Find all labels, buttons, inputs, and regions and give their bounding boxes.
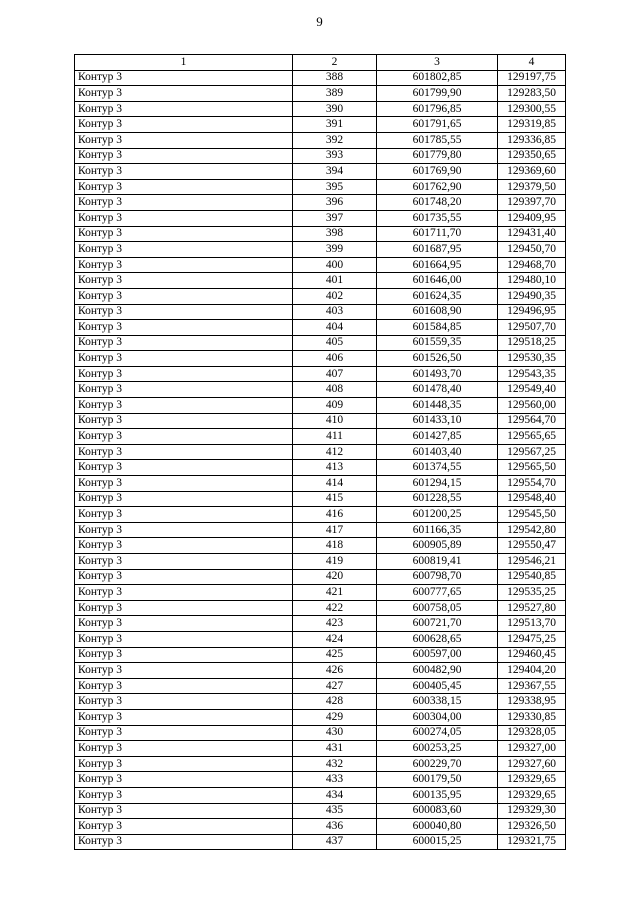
y-coordinate-cell: 129540,85	[498, 569, 566, 585]
point-number-cell: 400	[293, 257, 377, 273]
contour-name-cell: Контур 3	[75, 507, 293, 523]
contour-name-cell: Контур 3	[75, 195, 293, 211]
x-coordinate-cell: 601664,95	[377, 257, 498, 273]
table-row	[75, 288, 566, 304]
point-number-cell: 420	[293, 569, 377, 585]
y-coordinate-cell: 129283,50	[498, 86, 566, 102]
table-row	[75, 772, 566, 788]
contour-name-cell: Контур 3	[75, 444, 293, 460]
table-row	[75, 320, 566, 336]
y-coordinate-cell: 129548,40	[498, 491, 566, 507]
point-number-cell: 425	[293, 647, 377, 663]
y-coordinate-cell: 129468,70	[498, 257, 566, 273]
table-row	[75, 600, 566, 616]
point-number-cell: 429	[293, 709, 377, 725]
table-body	[75, 70, 566, 850]
point-number-cell: 413	[293, 460, 377, 476]
contour-name-cell: Контур 3	[75, 538, 293, 554]
x-coordinate-cell: 601735,55	[377, 210, 498, 226]
table-row	[75, 101, 566, 117]
table-row	[75, 382, 566, 398]
table-row	[75, 725, 566, 741]
contour-name-cell: Контур 3	[75, 148, 293, 164]
table-row	[75, 569, 566, 585]
page-number: 9	[316, 14, 323, 29]
x-coordinate-cell: 601769,90	[377, 164, 498, 180]
table-row	[75, 444, 566, 460]
y-coordinate-cell: 129480,10	[498, 273, 566, 289]
y-coordinate-cell: 129564,70	[498, 413, 566, 429]
x-coordinate-cell: 601200,25	[377, 507, 498, 523]
y-coordinate-cell: 129327,00	[498, 741, 566, 757]
x-coordinate-cell: 600798,70	[377, 569, 498, 585]
contour-name-cell: Контур 3	[75, 772, 293, 788]
y-coordinate-cell: 129560,00	[498, 398, 566, 414]
y-coordinate-cell: 129535,25	[498, 585, 566, 601]
contour-name-cell: Контур 3	[75, 288, 293, 304]
table-row	[75, 226, 566, 242]
y-coordinate-cell: 129329,65	[498, 772, 566, 788]
table-row	[75, 803, 566, 819]
x-coordinate-cell: 600253,25	[377, 741, 498, 757]
contour-name-cell: Контур 3	[75, 70, 293, 86]
y-coordinate-cell: 129460,45	[498, 647, 566, 663]
y-coordinate-cell: 129328,05	[498, 725, 566, 741]
contour-name-cell: Контур 3	[75, 366, 293, 382]
x-coordinate-cell: 600777,65	[377, 585, 498, 601]
table-row	[75, 678, 566, 694]
table-row	[75, 195, 566, 211]
y-coordinate-cell: 129565,65	[498, 429, 566, 445]
y-coordinate-cell: 129431,40	[498, 226, 566, 242]
x-coordinate-cell: 601374,55	[377, 460, 498, 476]
x-coordinate-cell: 601433,10	[377, 413, 498, 429]
y-coordinate-cell: 129338,95	[498, 694, 566, 710]
table-row	[75, 132, 566, 148]
point-number-cell: 433	[293, 772, 377, 788]
table-row	[75, 756, 566, 772]
x-coordinate-cell: 601478,40	[377, 382, 498, 398]
point-number-cell: 394	[293, 164, 377, 180]
table-row	[75, 476, 566, 492]
point-number-cell: 432	[293, 756, 377, 772]
contour-name-cell: Контур 3	[75, 179, 293, 195]
table-row	[75, 148, 566, 164]
x-coordinate-cell: 601228,55	[377, 491, 498, 507]
x-coordinate-cell: 600304,00	[377, 709, 498, 725]
table-row	[75, 709, 566, 725]
table-row	[75, 164, 566, 180]
x-coordinate-cell: 601646,00	[377, 273, 498, 289]
x-coordinate-cell: 600338,15	[377, 694, 498, 710]
x-coordinate-cell: 600179,50	[377, 772, 498, 788]
column-header-2: 2	[293, 55, 377, 71]
contour-name-cell: Контур 3	[75, 569, 293, 585]
table-row	[75, 242, 566, 258]
table-row	[75, 819, 566, 835]
contour-name-cell: Контур 3	[75, 600, 293, 616]
point-number-cell: 423	[293, 616, 377, 632]
y-coordinate-cell: 129518,25	[498, 335, 566, 351]
contour-name-cell: Контур 3	[75, 351, 293, 367]
x-coordinate-cell: 600628,65	[377, 631, 498, 647]
x-coordinate-cell: 600274,05	[377, 725, 498, 741]
contour-name-cell: Контур 3	[75, 491, 293, 507]
column-header-3: 3	[377, 55, 498, 71]
y-coordinate-cell: 129319,85	[498, 117, 566, 133]
contour-name-cell: Контур 3	[75, 741, 293, 757]
point-number-cell: 414	[293, 476, 377, 492]
point-number-cell: 431	[293, 741, 377, 757]
x-coordinate-cell: 600135,95	[377, 787, 498, 803]
table-row	[75, 694, 566, 710]
y-coordinate-cell: 129567,25	[498, 444, 566, 460]
table-row	[75, 413, 566, 429]
x-coordinate-cell: 601711,70	[377, 226, 498, 242]
table-row	[75, 179, 566, 195]
point-number-cell: 402	[293, 288, 377, 304]
contour-name-cell: Контур 3	[75, 787, 293, 803]
y-coordinate-cell: 129496,95	[498, 304, 566, 320]
y-coordinate-cell: 129507,70	[498, 320, 566, 336]
contour-name-cell: Контур 3	[75, 834, 293, 850]
x-coordinate-cell: 601427,85	[377, 429, 498, 445]
contour-name-cell: Контур 3	[75, 678, 293, 694]
x-coordinate-cell: 601584,85	[377, 320, 498, 336]
point-number-cell: 415	[293, 491, 377, 507]
point-number-cell: 396	[293, 195, 377, 211]
x-coordinate-cell: 601796,85	[377, 101, 498, 117]
table-row	[75, 538, 566, 554]
contour-name-cell: Контур 3	[75, 585, 293, 601]
point-number-cell: 405	[293, 335, 377, 351]
x-coordinate-cell: 601791,65	[377, 117, 498, 133]
y-coordinate-cell: 129475,25	[498, 631, 566, 647]
contour-name-cell: Контур 3	[75, 522, 293, 538]
x-coordinate-cell: 601762,90	[377, 179, 498, 195]
contour-name-cell: Контур 3	[75, 819, 293, 835]
table-header-row	[75, 55, 566, 71]
x-coordinate-cell: 601448,35	[377, 398, 498, 414]
x-coordinate-cell: 600482,90	[377, 663, 498, 679]
x-coordinate-cell: 600040,80	[377, 819, 498, 835]
contour-name-cell: Контур 3	[75, 413, 293, 429]
x-coordinate-cell: 601785,55	[377, 132, 498, 148]
point-number-cell: 419	[293, 554, 377, 570]
y-coordinate-cell: 129554,70	[498, 476, 566, 492]
y-coordinate-cell: 129367,55	[498, 678, 566, 694]
y-coordinate-cell: 129330,85	[498, 709, 566, 725]
y-coordinate-cell: 129530,35	[498, 351, 566, 367]
contour-name-cell: Контур 3	[75, 398, 293, 414]
point-number-cell: 424	[293, 631, 377, 647]
y-coordinate-cell: 129326,50	[498, 819, 566, 835]
point-number-cell: 403	[293, 304, 377, 320]
contour-name-cell: Контур 3	[75, 320, 293, 336]
point-number-cell: 398	[293, 226, 377, 242]
contour-name-cell: Контур 3	[75, 335, 293, 351]
x-coordinate-cell: 601624,35	[377, 288, 498, 304]
x-coordinate-cell: 600721,70	[377, 616, 498, 632]
y-coordinate-cell: 129545,50	[498, 507, 566, 523]
point-number-cell: 430	[293, 725, 377, 741]
contour-name-cell: Контур 3	[75, 694, 293, 710]
y-coordinate-cell: 129369,60	[498, 164, 566, 180]
table-row	[75, 351, 566, 367]
point-number-cell: 412	[293, 444, 377, 460]
x-coordinate-cell: 601526,50	[377, 351, 498, 367]
point-number-cell: 410	[293, 413, 377, 429]
coordinates-table	[74, 54, 566, 850]
point-number-cell: 427	[293, 678, 377, 694]
contour-name-cell: Контур 3	[75, 273, 293, 289]
contour-name-cell: Контур 3	[75, 257, 293, 273]
table-row	[75, 522, 566, 538]
y-coordinate-cell: 129565,50	[498, 460, 566, 476]
y-coordinate-cell: 129336,85	[498, 132, 566, 148]
contour-name-cell: Контур 3	[75, 164, 293, 180]
table-row	[75, 834, 566, 850]
y-coordinate-cell: 129542,80	[498, 522, 566, 538]
contour-name-cell: Контур 3	[75, 382, 293, 398]
point-number-cell: 421	[293, 585, 377, 601]
y-coordinate-cell: 129409,95	[498, 210, 566, 226]
point-number-cell: 389	[293, 86, 377, 102]
contour-name-cell: Контур 3	[75, 725, 293, 741]
y-coordinate-cell: 129546,21	[498, 554, 566, 570]
table-row	[75, 335, 566, 351]
x-coordinate-cell: 601779,80	[377, 148, 498, 164]
table-row	[75, 585, 566, 601]
contour-name-cell: Контур 3	[75, 242, 293, 258]
x-coordinate-cell: 601559,35	[377, 335, 498, 351]
table-row	[75, 647, 566, 663]
contour-name-cell: Контур 3	[75, 86, 293, 102]
contour-name-cell: Контур 3	[75, 101, 293, 117]
contour-name-cell: Контур 3	[75, 709, 293, 725]
x-coordinate-cell: 601799,90	[377, 86, 498, 102]
point-number-cell: 411	[293, 429, 377, 445]
contour-name-cell: Контур 3	[75, 647, 293, 663]
point-number-cell: 406	[293, 351, 377, 367]
point-number-cell: 404	[293, 320, 377, 336]
x-coordinate-cell: 600015,25	[377, 834, 498, 850]
contour-name-cell: Контур 3	[75, 554, 293, 570]
x-coordinate-cell: 600758,05	[377, 600, 498, 616]
x-coordinate-cell: 601403,40	[377, 444, 498, 460]
column-header-1: 1	[75, 55, 293, 71]
point-number-cell: 407	[293, 366, 377, 382]
point-number-cell: 408	[293, 382, 377, 398]
x-coordinate-cell: 601294,15	[377, 476, 498, 492]
y-coordinate-cell: 129327,60	[498, 756, 566, 772]
point-number-cell: 428	[293, 694, 377, 710]
point-number-cell: 435	[293, 803, 377, 819]
contour-name-cell: Контур 3	[75, 226, 293, 242]
y-coordinate-cell: 129550,47	[498, 538, 566, 554]
point-number-cell: 422	[293, 600, 377, 616]
point-number-cell: 436	[293, 819, 377, 835]
contour-name-cell: Контур 3	[75, 631, 293, 647]
table-row	[75, 117, 566, 133]
point-number-cell: 391	[293, 117, 377, 133]
column-header-4: 4	[498, 55, 566, 71]
table-row	[75, 631, 566, 647]
x-coordinate-cell: 601802,85	[377, 70, 498, 86]
point-number-cell: 401	[293, 273, 377, 289]
y-coordinate-cell: 129329,65	[498, 787, 566, 803]
table-row	[75, 398, 566, 414]
x-coordinate-cell: 601608,90	[377, 304, 498, 320]
x-coordinate-cell: 601493,70	[377, 366, 498, 382]
table-row	[75, 663, 566, 679]
table-row	[75, 210, 566, 226]
y-coordinate-cell: 129527,80	[498, 600, 566, 616]
point-number-cell: 418	[293, 538, 377, 554]
x-coordinate-cell: 601166,35	[377, 522, 498, 538]
y-coordinate-cell: 129549,40	[498, 382, 566, 398]
y-coordinate-cell: 129513,70	[498, 616, 566, 632]
contour-name-cell: Контур 3	[75, 663, 293, 679]
y-coordinate-cell: 129397,70	[498, 195, 566, 211]
table-row	[75, 787, 566, 803]
table-row	[75, 86, 566, 102]
table-row	[75, 257, 566, 273]
x-coordinate-cell: 601687,95	[377, 242, 498, 258]
point-number-cell: 409	[293, 398, 377, 414]
x-coordinate-cell: 600229,70	[377, 756, 498, 772]
contour-name-cell: Контур 3	[75, 460, 293, 476]
x-coordinate-cell: 600597,00	[377, 647, 498, 663]
contour-name-cell: Контур 3	[75, 132, 293, 148]
point-number-cell: 437	[293, 834, 377, 850]
contour-name-cell: Контур 3	[75, 117, 293, 133]
contour-name-cell: Контур 3	[75, 429, 293, 445]
x-coordinate-cell: 600083,60	[377, 803, 498, 819]
y-coordinate-cell: 129379,50	[498, 179, 566, 195]
y-coordinate-cell: 129450,70	[498, 242, 566, 258]
table-row	[75, 70, 566, 86]
point-number-cell: 388	[293, 70, 377, 86]
contour-name-cell: Контур 3	[75, 210, 293, 226]
x-coordinate-cell: 601748,20	[377, 195, 498, 211]
y-coordinate-cell: 129321,75	[498, 834, 566, 850]
y-coordinate-cell: 129490,35	[498, 288, 566, 304]
contour-name-cell: Контур 3	[75, 616, 293, 632]
point-number-cell: 392	[293, 132, 377, 148]
point-number-cell: 426	[293, 663, 377, 679]
table-row	[75, 366, 566, 382]
table-row	[75, 304, 566, 320]
point-number-cell: 397	[293, 210, 377, 226]
y-coordinate-cell: 129329,30	[498, 803, 566, 819]
table-row	[75, 741, 566, 757]
point-number-cell: 399	[293, 242, 377, 258]
contour-name-cell: Контур 3	[75, 476, 293, 492]
y-coordinate-cell: 129300,55	[498, 101, 566, 117]
table-row	[75, 273, 566, 289]
y-coordinate-cell: 129404,20	[498, 663, 566, 679]
x-coordinate-cell: 600905,89	[377, 538, 498, 554]
contour-name-cell: Контур 3	[75, 803, 293, 819]
point-number-cell: 393	[293, 148, 377, 164]
y-coordinate-cell: 129350,65	[498, 148, 566, 164]
table-row	[75, 554, 566, 570]
point-number-cell: 390	[293, 101, 377, 117]
contour-name-cell: Контур 3	[75, 304, 293, 320]
point-number-cell: 417	[293, 522, 377, 538]
table-row	[75, 491, 566, 507]
y-coordinate-cell: 129197,75	[498, 70, 566, 86]
point-number-cell: 416	[293, 507, 377, 523]
table-row	[75, 616, 566, 632]
contour-name-cell: Контур 3	[75, 756, 293, 772]
table-row	[75, 429, 566, 445]
y-coordinate-cell: 129543,35	[498, 366, 566, 382]
point-number-cell: 434	[293, 787, 377, 803]
x-coordinate-cell: 600405,45	[377, 678, 498, 694]
x-coordinate-cell: 600819,41	[377, 554, 498, 570]
table-row	[75, 507, 566, 523]
table-row	[75, 460, 566, 476]
point-number-cell: 395	[293, 179, 377, 195]
